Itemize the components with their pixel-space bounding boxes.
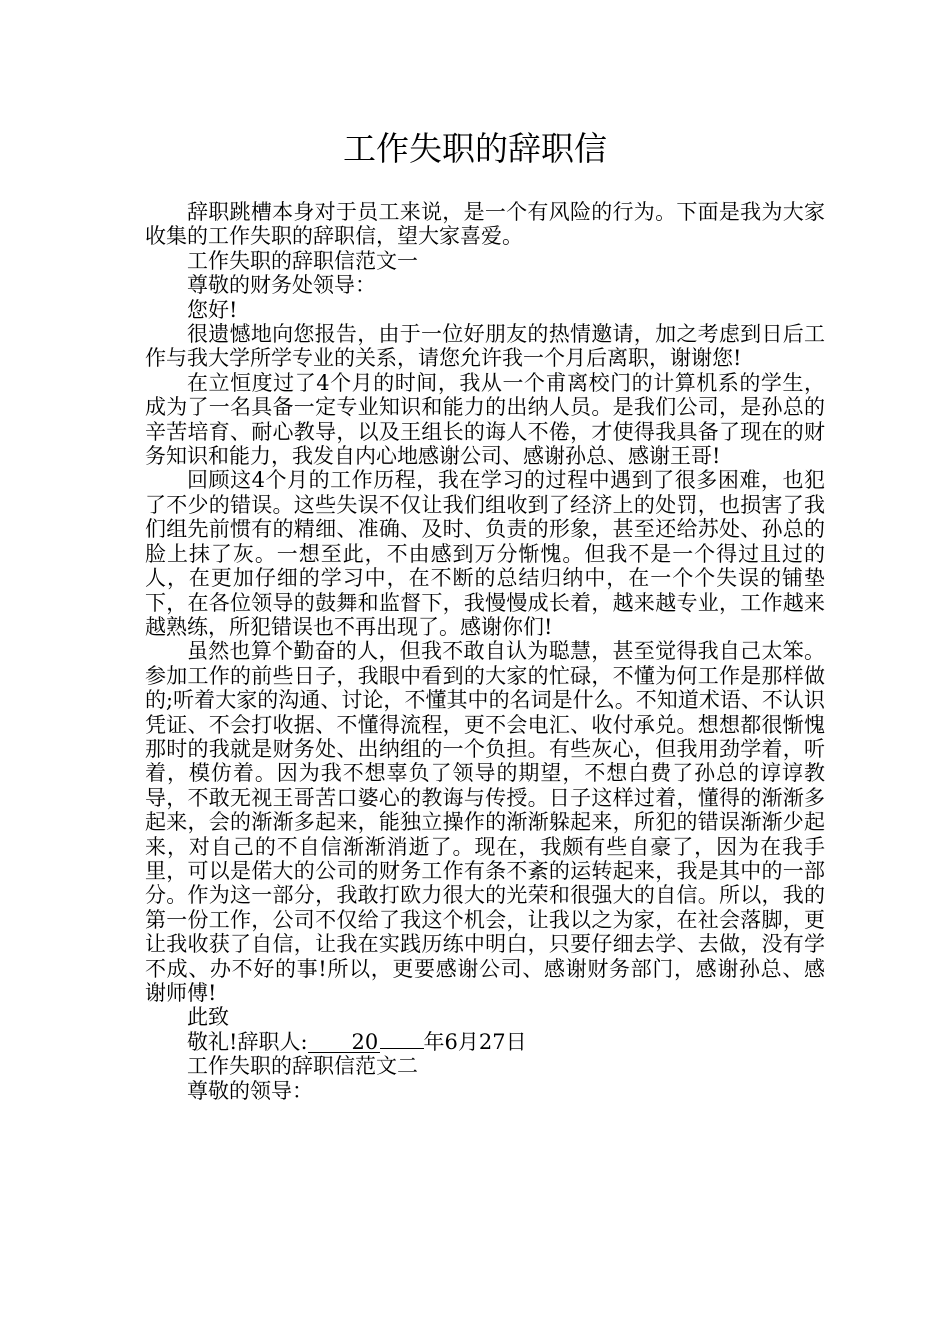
salutation-two: 尊敬的领导：	[187, 1078, 313, 1103]
document-title: 工作失职的辞职信	[343, 129, 607, 168]
signature-date: 年6月27日	[423, 1029, 527, 1054]
body-paragraph: 虽然也算个勤奋的人，但我不敢自认为聪慧，甚至觉得我自己太笨。参加工作的前些日子，我眼中看到的大家的忙碌，不懂为何工作是那样做的;听着大家的沟通、讨论，不懂其中的名词是什么。不知道术语、不认识凭证、不会打收据、不懂得流程，更不会电汇、收付承兑。想想都很惭愧那时的我就是财务处、出纳组的一个负担。有些灰心，但我用劲学着，听着，模仿着。因为我不想辜负了领导的期望，不想白费了孙总的谆谆教导，不敢无视王哥苦口婆心的教诲与传授。日子这样过着，懂得的渐渐多起来，会的渐渐多起来，能独立操作的渐渐躲起来，所犯的错误渐渐少起来，对自己的不自信渐渐消逝了。现在，我颇有些自豪了，因为在我手里，可以是偌大的公司的财务工作有条不紊的运转起来，我是其中的一部分。作为这一部分，我敢打欧力很大的光荣和很强大的自信。所以，我的第一份工作，公司不仅给了我这个机会，让我以之为家，在社会落脚，更让我收获了自信，让我在实践历练中明白，只要仔细去学、去做，没有学不成、办不好的事!所以，更要感谢公司、感谢财务部门，感谢孙总、感谢师傅!	[145, 639, 825, 1005]
sample-two-heading: 工作失职的辞职信范文二	[187, 1054, 418, 1079]
body-paragraph: 很遗憾地向您报告，由于一位好朋友的热情邀请，加之考虑到日后工作与我大学所学专业的关系，请您允许我一个月后离职，谢谢您!	[145, 322, 825, 371]
intro-paragraph: 辞职跳槽本身对于员工来说，是一个有风险的行为。下面是我为大家收集的工作失职的辞职信，望大家喜爱。	[145, 200, 825, 249]
body-paragraph: 回顾这4个月的工作历程，我在学习的过程中遇到了很多困难，也犯了不少的错误。这些失误不仅让我们组收到了经济上的处罚，也损害了我们组先前惯有的精细、准确、及时、负责的形象，甚至还给苏处、孙总的脸上抹了灰。一想至此，不由感到万分惭愧。但我不是一个得过且过的人，在更加仔细的学习中，在不断的总结归纳中，在一个个失误的铺垫下，在各位领导的鼓舞和监督下，我慢慢成长着，越来越专业，工作越来越熟练，所犯错误也不再出现了。感谢你们!	[145, 468, 825, 639]
greeting: 您好!	[187, 297, 238, 322]
salutation: 尊敬的财务处领导：	[187, 273, 376, 298]
signature-line	[145, 1030, 825, 1054]
closing: 此致	[187, 1005, 229, 1030]
sample-one-heading: 工作失职的辞职信范文一	[187, 248, 418, 273]
document-body	[145, 200, 825, 1103]
blank-underline	[380, 1048, 424, 1049]
body-paragraph: 在立恒度过了4个月的时间，我从一个甫离校门的计算机系的学生，成为了一名具备一定专业知识和能力的出纳人员。是我们公司，是孙总的辛苦培育、耐心教导，以及王组长的诲人不倦，才使得我具备了现在的财务知识和能力，我发自内心地感谢公司、感谢孙总、感谢王哥!	[145, 370, 825, 469]
year-blank: 20	[308, 1032, 380, 1053]
signature-prefix: 敬礼!辞职人:	[187, 1029, 308, 1054]
